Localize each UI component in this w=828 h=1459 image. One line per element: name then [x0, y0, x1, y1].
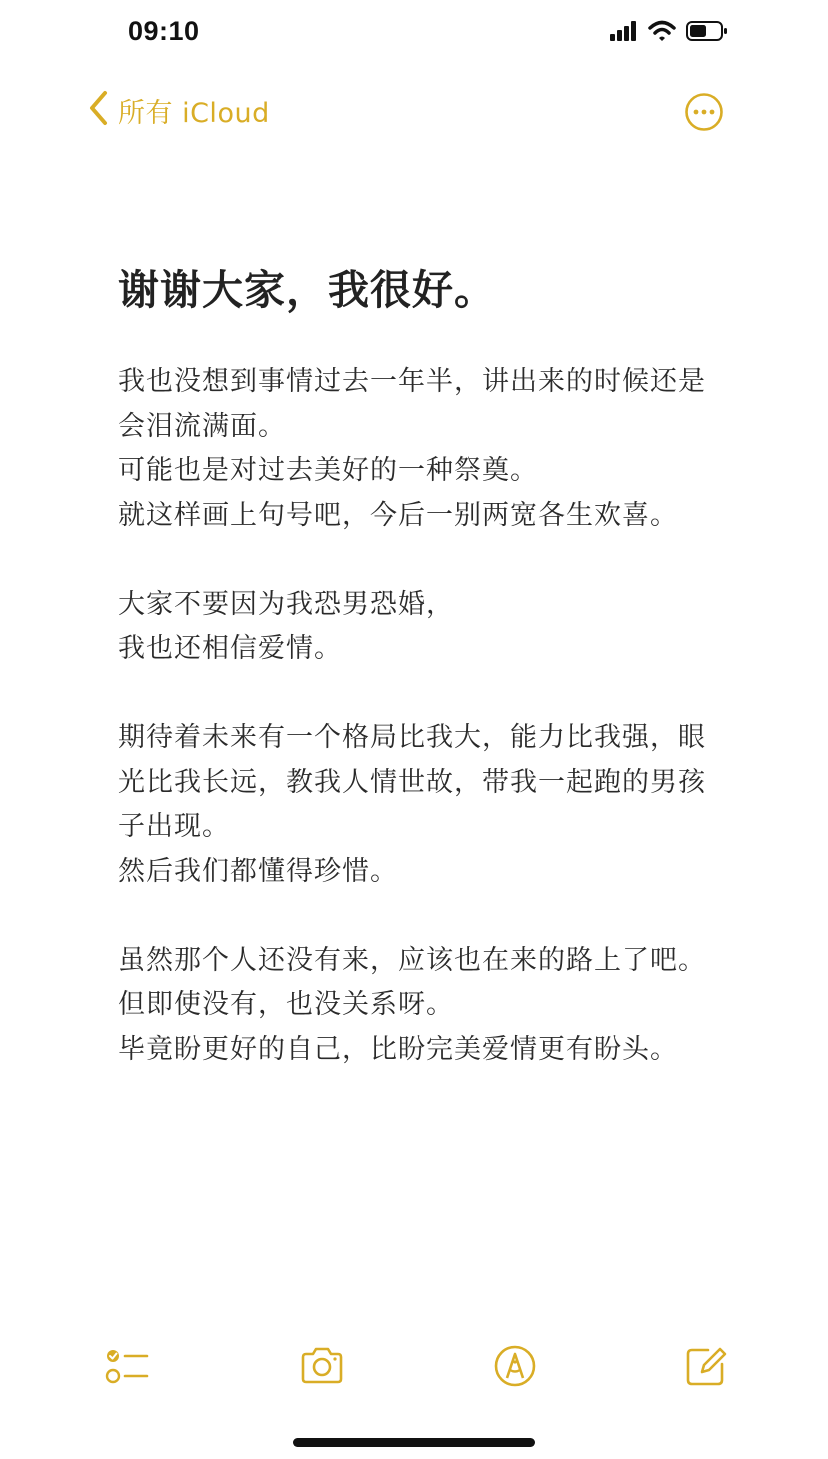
checklist-icon: [103, 1375, 151, 1394]
note-paragraph[interactable]: 期待着未来有一个格局比我大，能力比我强，眼光比我长远，教我人情世故，带我一起跑的男孩子出现。 然后我们都懂得珍惜。: [118, 722, 706, 887]
markup-button[interactable]: [491, 1342, 539, 1390]
chevron-left-icon: [86, 88, 112, 132]
markup-pen-icon: [491, 1375, 539, 1394]
note-paragraph[interactable]: 虽然那个人还没有来，应该也在来的路上了吧。 但即使没有，也没关系呀。 毕竟盼更好的自己，比盼完美爱情更有盼头。: [118, 944, 706, 1065]
nav-bar: [0, 80, 828, 144]
more-button[interactable]: [684, 92, 724, 132]
compose-button[interactable]: [682, 1342, 730, 1390]
back-label: 所有 iCloud: [118, 97, 270, 129]
ellipsis-circle-icon: [684, 117, 724, 136]
note-title[interactable]: 谢谢大家，我很好。: [118, 266, 496, 314]
status-icons: [610, 20, 728, 46]
camera-button[interactable]: [298, 1342, 346, 1390]
wifi-icon: [648, 20, 676, 46]
cellular-signal-icon: [610, 21, 638, 45]
note-content[interactable]: [118, 258, 708, 1072]
back-button[interactable]: [86, 88, 270, 132]
note-paragraph[interactable]: 我也没想到事情过去一年半，讲出来的时候还是会泪流满面。 可能也是对过去美好的一种祭奠。 就这样画上句号吧，今后一别两宽各生欢喜。: [118, 366, 706, 531]
note-body[interactable]: [118, 360, 708, 1072]
checklist-button[interactable]: [103, 1342, 151, 1390]
camera-icon: [298, 1375, 346, 1394]
bottom-toolbar: [0, 1330, 828, 1400]
note-paragraph[interactable]: 大家不要因为我恐男恐婚， 我也还相信爱情。: [118, 588, 454, 664]
status-bar: [0, 0, 828, 70]
status-time: 09:10: [128, 16, 200, 46]
compose-icon: [682, 1375, 730, 1394]
home-indicator: [293, 1438, 535, 1447]
battery-icon: [686, 20, 728, 46]
